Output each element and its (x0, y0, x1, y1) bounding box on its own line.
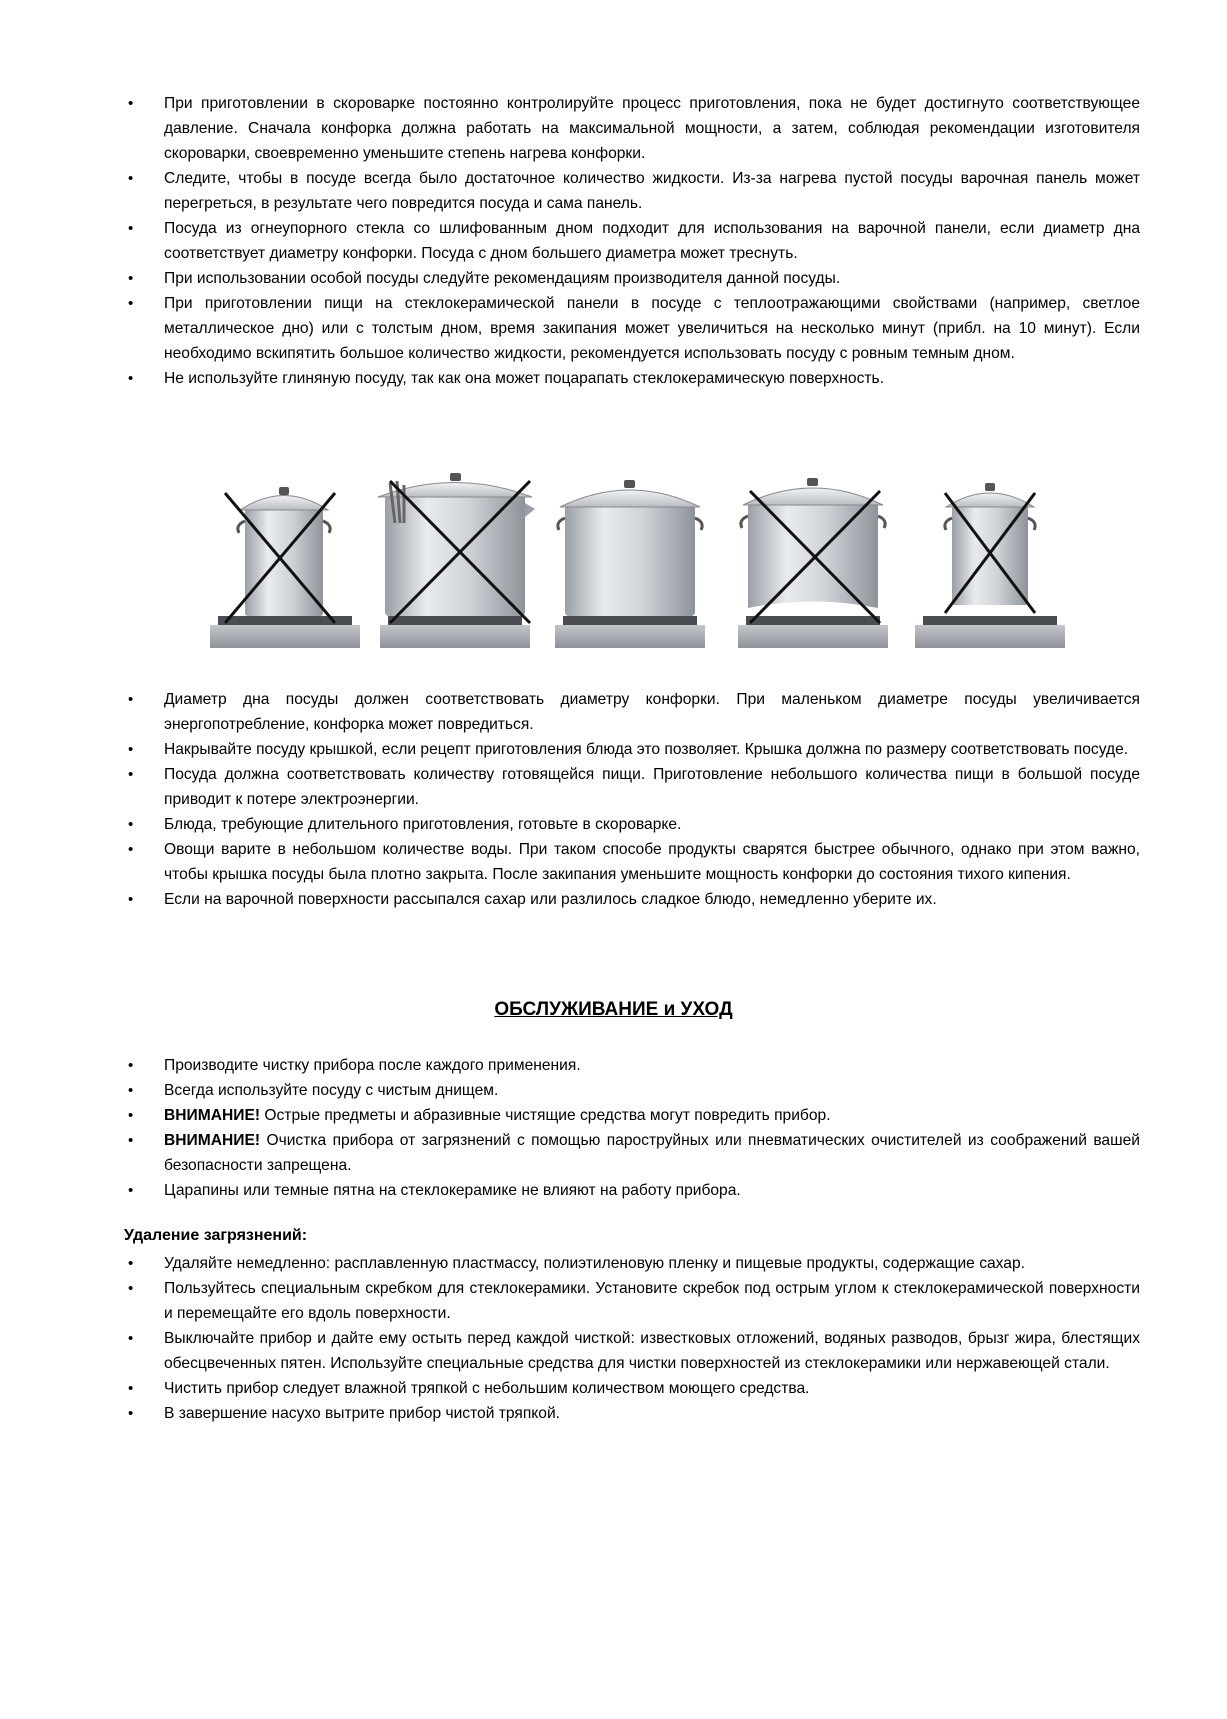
list-item-text: При приготовлении в скороварке постоянно контролируйте процесс приготовления, пока не будет достигнуто соответствующее давление. Сначала конфорка должна работать на максимальной мощности, а затем, соблюдая рекомендации изготовителя скороварки, своевременно уменьшите степень нагрева конфорки. (164, 95, 1140, 162)
stove-base (915, 625, 1065, 648)
lid-knob (624, 480, 635, 488)
list-item-text: Пользуйтесь специальным скребком для стеклокерамики. Установите скребок под острым углом к стеклокерамической поверхности и перемещайте его вдоль поверхности. (164, 1280, 1140, 1322)
bullet-icon: • (128, 1082, 134, 1099)
burner (563, 616, 697, 625)
list-item-text: Удаляйте немедленно: расплавленную пластмассу, полиэтиленовую пленку и пищевые продукты, содержащие сахар. (164, 1255, 1025, 1272)
list-item-text: Если на варочной поверхности рассыпался сахар или разлилось сладкое блюдо, немедленно уберите их. (164, 891, 937, 908)
list-item (124, 1078, 1140, 1103)
list-item (124, 1401, 1140, 1426)
list-item-text: Следите, чтобы в посуде всегда было достаточное количество жидкости. Из-за нагрева пустой посуды варочная панель может перегреться, в результате чего повредится посуда и сама панель. (164, 170, 1140, 212)
list-item-text: Овощи варите в небольшом количестве воды. При таком способе продукты сварятся быстрее обычного, однако при этом важно, чтобы крышка посуды была плотно закрыта. После закипания уменьшите мощность конфорки до состояния тихого кипения. (164, 841, 1140, 883)
stove-base (210, 625, 360, 648)
bullet-icon: • (128, 95, 134, 112)
bullet-icon: • (128, 220, 134, 237)
section-heading: ОБСЛУЖИВАНИЕ и УХОД (494, 999, 733, 1020)
list-item (124, 1276, 1140, 1326)
bullet-icon: • (128, 370, 134, 387)
list-item (124, 266, 1140, 291)
pot-lid (378, 483, 532, 498)
list-item (124, 812, 1140, 837)
handle-left (238, 521, 245, 533)
cookware-illustration (200, 463, 1080, 648)
bullet-icon: • (128, 1057, 134, 1074)
pot-too-small-crossed (210, 487, 360, 648)
pot-lid (743, 488, 883, 505)
list-item-text: Выключайте прибор и дайте ему остыть перед каждой чисткой: известковых отложений, водяных разводов, брызг жира, блестящих обесцвеченных пятен. Используйте специальные средства для чистки поверхностей из стеклокерамики или нержавеющей стали. (164, 1330, 1140, 1372)
lid-knob (279, 487, 289, 495)
list-item (124, 1128, 1140, 1178)
list-item-text: При использовании особой посуды следуйте рекомендациям производителя данной посуды. (164, 270, 841, 287)
list-item (124, 762, 1140, 812)
list-item (124, 166, 1140, 216)
list-item-text: Накрывайте посуду крышкой, если рецепт приготовления блюда это позволяет. Крышка должна по размеру соответствовать посуде. (164, 741, 1129, 758)
burner (388, 616, 522, 625)
lid-knob (450, 473, 461, 481)
list-item (124, 1053, 1140, 1078)
handle-right (1028, 518, 1035, 530)
list-item (124, 837, 1140, 887)
pot-raised-crossed (915, 483, 1065, 648)
bullet-icon: • (128, 841, 134, 858)
bullet-icon: • (128, 1280, 134, 1297)
stove-base (738, 625, 888, 648)
pot-spout (525, 503, 535, 517)
list-item (124, 366, 1140, 391)
cookware-tips-list (124, 91, 1140, 391)
handle-left (741, 516, 748, 528)
burner (923, 616, 1057, 625)
list-item (124, 1326, 1140, 1376)
handle-right (878, 516, 885, 528)
list-item-text: Всегда используйте посуду с чистым днищем. (164, 1082, 499, 1099)
pot-uneven-bottom-crossed (738, 478, 888, 648)
warning-label: ВНИМАНИЕ! (164, 1132, 261, 1149)
bullet-icon: • (128, 816, 134, 833)
list-item (124, 887, 1140, 912)
stove-base (555, 625, 705, 648)
list-item-text: Чистить прибор следует влажной тряпкой с небольшим количеством моющего средства. (164, 1380, 810, 1397)
lid-knob (985, 483, 995, 491)
bullet-icon: • (128, 1132, 134, 1149)
list-item-text: Очистка прибора от загрязнений с помощью пароструйных или пневматических очистителей из соображений вашей безопасности запрещена. (164, 1132, 1140, 1174)
pot-body (565, 505, 695, 616)
list-item-text: В завершение насухо вытрите прибор чистой тряпкой. (164, 1405, 561, 1422)
list-item (124, 91, 1140, 166)
list-item (124, 1178, 1140, 1203)
bullet-icon: • (128, 891, 134, 908)
list-item (124, 1251, 1140, 1276)
handle-right (323, 521, 330, 533)
pot-correct-size (555, 480, 705, 648)
list-item (124, 291, 1140, 366)
handle-left (558, 518, 565, 530)
pot-lid (240, 496, 328, 511)
warning-label: ВНИМАНИЕ! (164, 1107, 261, 1124)
pot-lid (560, 490, 700, 507)
bullet-icon: • (128, 1255, 134, 1272)
list-item (124, 216, 1140, 266)
handle-left (945, 518, 952, 530)
pot-lid (946, 493, 1034, 507)
subsection-heading: Удаление загрязнений: (124, 1227, 308, 1244)
bullet-icon: • (128, 170, 134, 187)
bullet-icon: • (128, 741, 134, 758)
list-item-text: Не используйте глиняную посуду, так как она может поцарапать стеклокерамическую поверхность. (164, 370, 884, 387)
list-item (124, 1376, 1140, 1401)
maintenance-list (124, 1053, 1140, 1203)
cleaning-list (124, 1251, 1140, 1426)
handle-right (695, 518, 702, 530)
list-item (124, 1103, 1140, 1128)
bullet-icon: • (128, 1380, 134, 1397)
list-item-text: При приготовлении пищи на стеклокерамической панели в посуде с теплоотражающими свойствами (например, светлое металлическое дно) или с толстым дном, время закипания может увеличиться на несколько минут (прибл. на 10 минут). Если необходимо вскипятить большое количество жидкости, рекомендуется использовать посуду с ровным темным дном. (164, 295, 1140, 362)
list-item-text: Производите чистку прибора после каждого применения. (164, 1057, 581, 1074)
lid-knob (807, 478, 818, 486)
stove-base (380, 625, 530, 648)
bullet-icon: • (128, 766, 134, 783)
list-item-text: Царапины или темные пятна на стеклокерамике не влияют на работу прибора. (164, 1182, 741, 1199)
list-item-text: Острые предметы и абразивные чистящие средства могут повредить прибор. (260, 1107, 831, 1124)
bullet-icon: • (128, 1330, 134, 1347)
list-item-text: Посуда из огнеупорного стекла со шлифованным дном подходит для использования на варочной панели, если диаметр дна соответствует диаметру конфорки. Посуда с дном большего диаметра может треснуть. (164, 220, 1140, 262)
list-item-text: Блюда, требующие длительного приготовления, готовьте в скороварке. (164, 816, 682, 833)
burner (746, 616, 880, 625)
list-item-text: Диаметр дна посуды должен соответствовать диаметру конфорки. При маленьком диаметре посуды увеличивается энергопотребление, конфорка может повредиться. (164, 691, 1140, 733)
bullet-icon: • (128, 1182, 134, 1199)
list-item (124, 687, 1140, 737)
bullet-icon: • (128, 1107, 134, 1124)
list-item-text: Посуда должна соответствовать количеству готовящейся пищи. Приготовление небольшого количества пищи в большой посуде приводит к потере электроэнергии. (164, 766, 1140, 808)
bullet-icon: • (128, 295, 134, 312)
bullet-icon: • (128, 1405, 134, 1422)
bullet-icon: • (128, 691, 134, 708)
cookware-tips-list-2 (124, 687, 1140, 912)
bullet-icon: • (128, 270, 134, 287)
list-item (124, 737, 1140, 762)
pot-too-large-crossed (378, 473, 535, 648)
